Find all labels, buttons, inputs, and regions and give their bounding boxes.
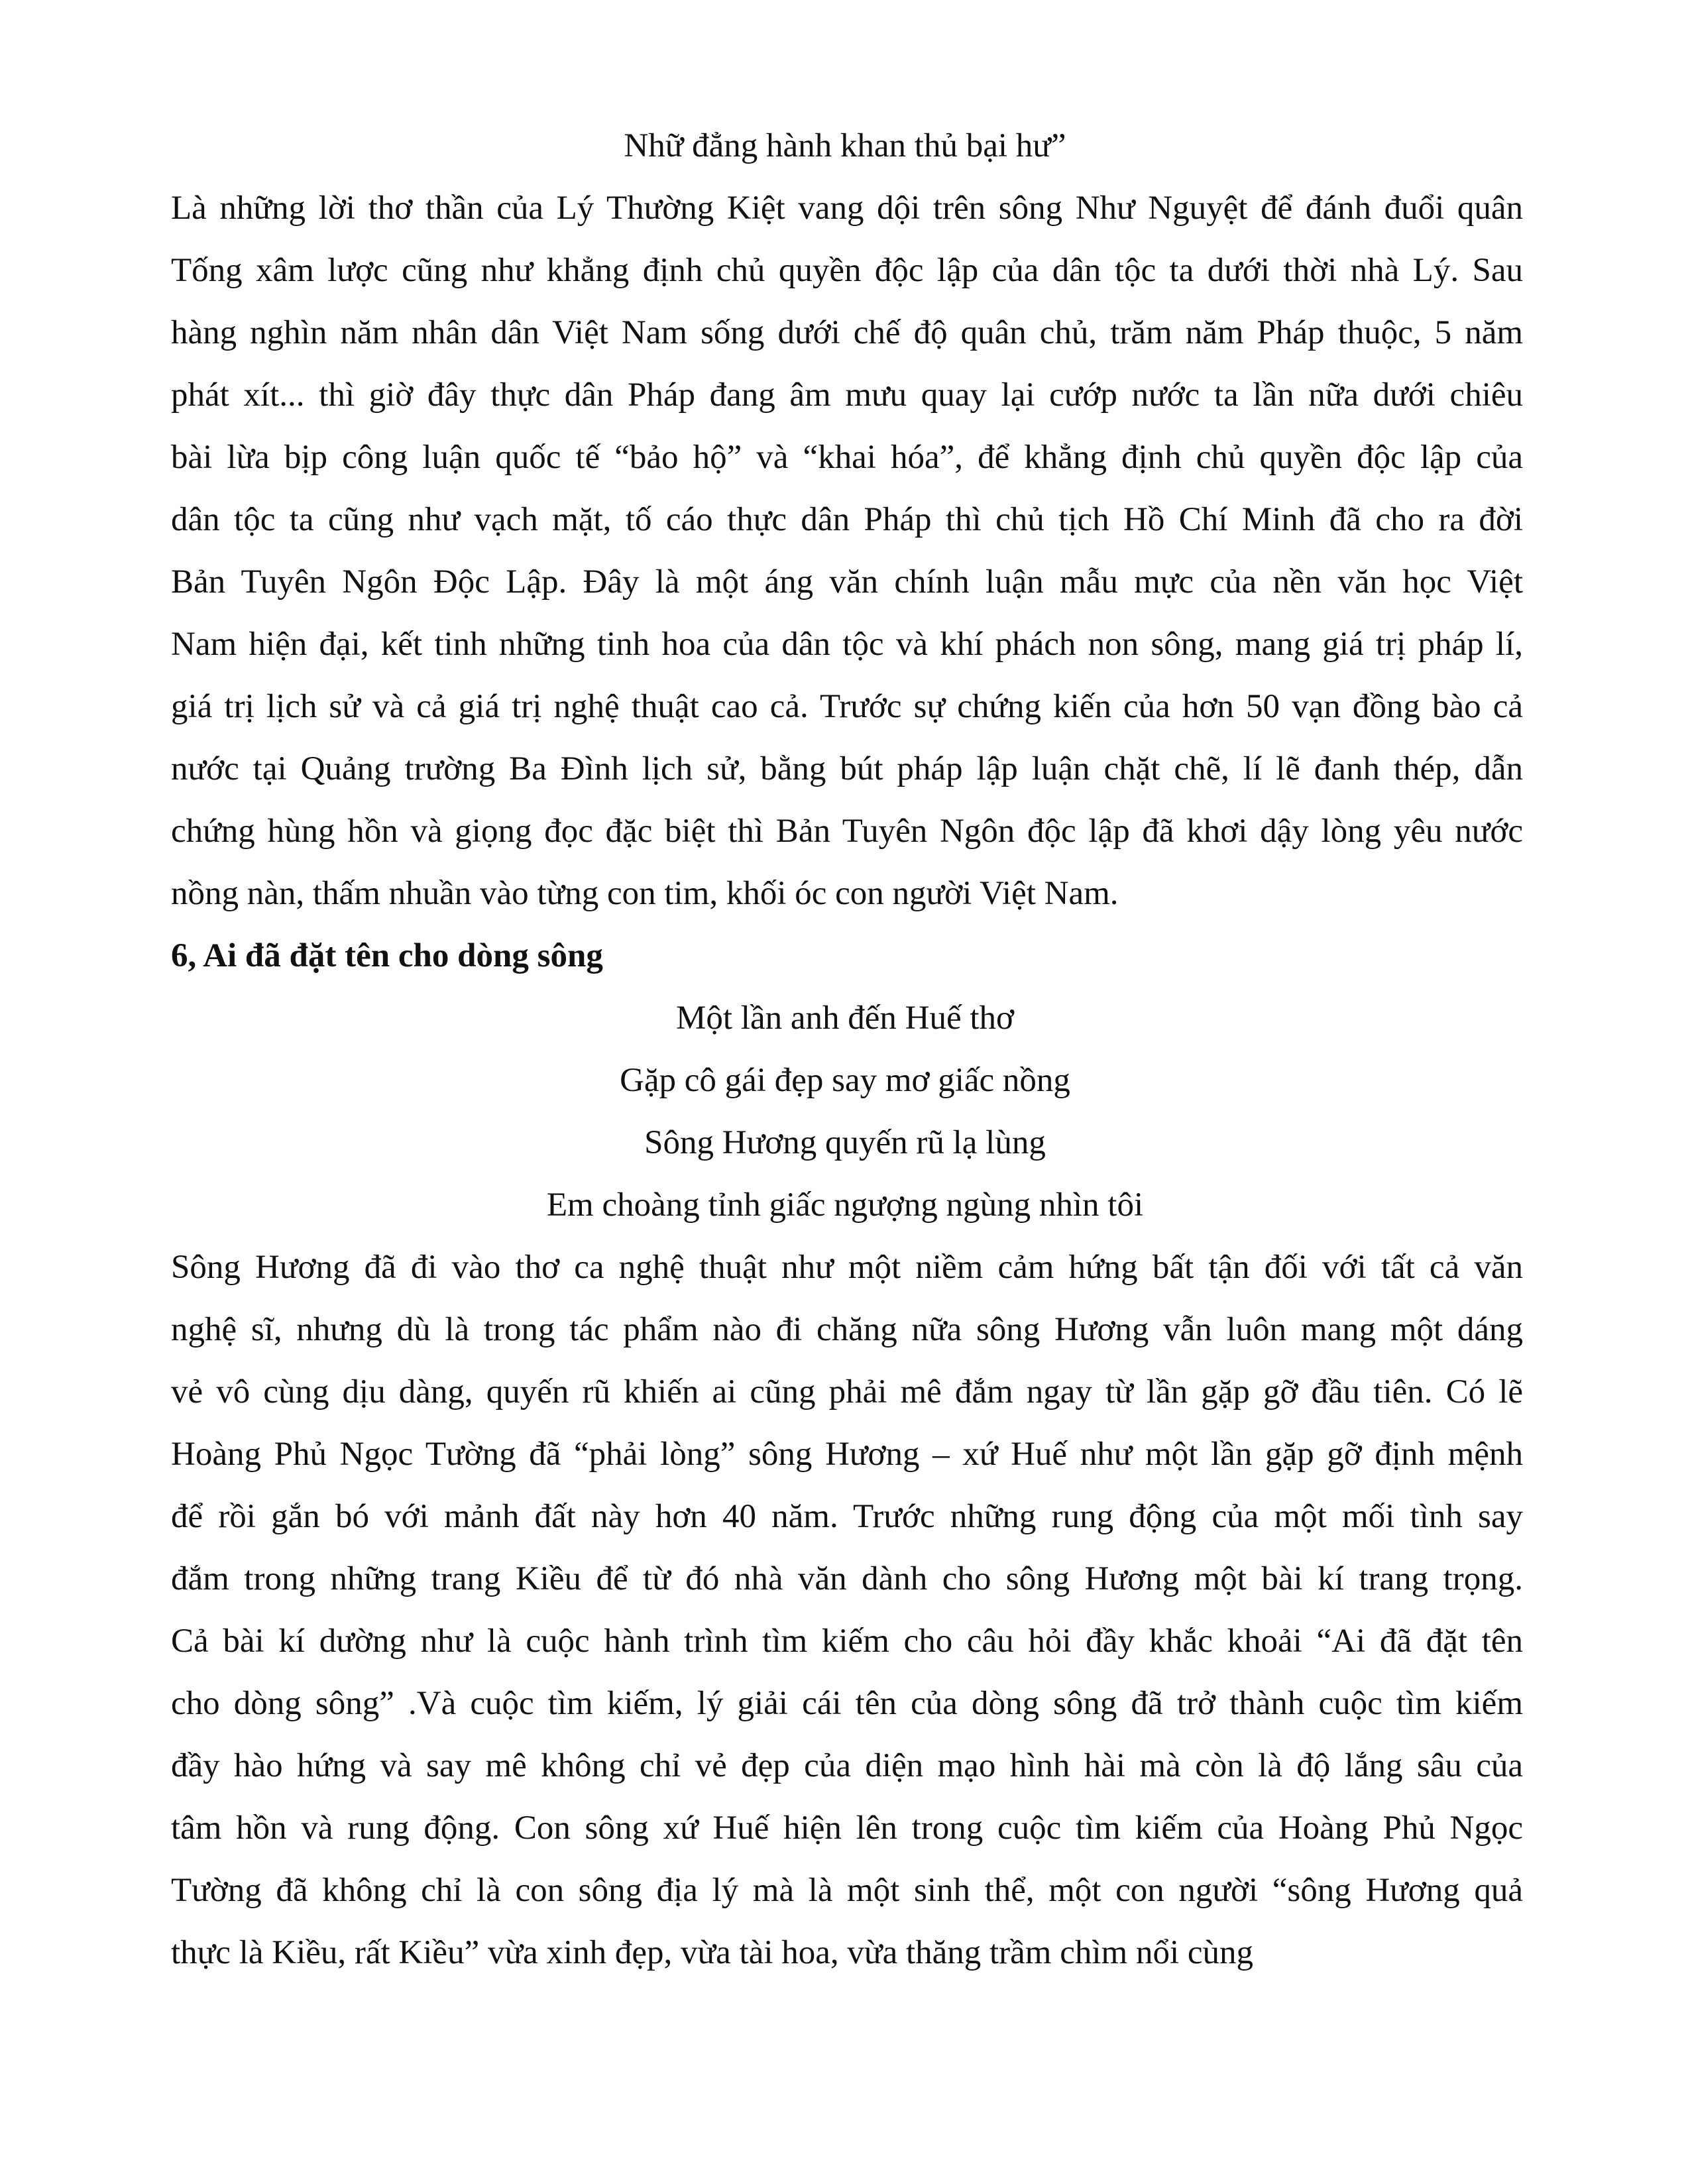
paragraph-line: chứng hùng hồn và giọng đọc đặc biệt thì Bản Tuyên Ngôn độc lập đã khơi dậy lòng yêu nước (171, 813, 1523, 850)
section-heading: 6, Ai đã đặt tên cho dòng sông (171, 937, 603, 974)
poem-line: Em choàng tỉnh giấc ngượng ngùng nhìn tôi (546, 1186, 1144, 1224)
paragraph-line: dân tộc ta cũng như vạch mặt, tố cáo thực dân Pháp thì chủ tịch Hồ Chí Minh đã cho ra đời (171, 501, 1523, 538)
paragraph-line: Nam hiện đại, kết tinh những tinh hoa của dân tộc và khí phách non sông, mang giá trị pháp lí, (171, 626, 1523, 663)
paragraph-line: tâm hồn và rung động. Con sông xứ Huế hiện lên trong cuộc tìm kiếm của Hoàng Phủ Ngọc (171, 1810, 1523, 1847)
paragraph-line: hàng nghìn năm nhân dân Việt Nam sống dưới chế độ quân chủ, trăm năm Pháp thuộc, 5 năm (171, 314, 1523, 351)
poem-line: Một lần anh đến Huế thơ (676, 1000, 1014, 1037)
poem-line: Sông Hương quyến rũ lạ lùng (644, 1124, 1046, 1161)
paragraph-line: nồng nàn, thấm nhuần vào từng con tim, khối óc con người Việt Nam. (171, 875, 1119, 912)
paragraph-line: nghệ sĩ, nhưng dù là trong tác phẩm nào đi chăng nữa sông Hương vẫn luôn mang một dáng (171, 1311, 1523, 1348)
paragraph-line: giá trị lịch sử và cả giá trị nghệ thuật cao cả. Trước sự chứng kiến của hơn 50 vạn đồng bào cả (171, 688, 1523, 725)
paragraph-line: phát xít... thì giờ đây thực dân Pháp đang âm mưu quay lại cướp nước ta lần nữa dưới chiêu (171, 376, 1523, 414)
paragraph-line: thực là Kiều, rất Kiều” vừa xinh đẹp, vừa tài hoa, vừa thăng trầm chìm nổi cùng (171, 1934, 1253, 1971)
paragraph-line: đắm trong những trang Kiều để từ đó nhà văn dành cho sông Hương một bài kí trang trọng. (171, 1560, 1523, 1597)
paragraph-line: Là những lời thơ thần của Lý Thường Kiệt vang dội trên sông Như Nguyệt để đánh đuổi quân (171, 190, 1523, 227)
paragraph-line: nước tại Quảng trường Ba Đình lịch sử, bằng bút pháp lập luận chặt chẽ, lí lẽ đanh thép, dẫn (171, 750, 1523, 787)
paragraph-line: Hoàng Phủ Ngọc Tường đã “phải lòng” sông Hương – xứ Huế như một lần gặp gỡ định mệnh (171, 1436, 1523, 1473)
paragraph-line: Cả bài kí dường như là cuộc hành trình tìm kiếm cho câu hỏi đầy khắc khoải “Ai đã đặt tên (171, 1623, 1523, 1660)
paragraph-line: Tống xâm lược cũng như khẳng định chủ quyền độc lập của dân tộc ta dưới thời nhà Lý. Sau (171, 252, 1523, 289)
poem-line: Gặp cô gái đẹp say mơ giấc nồng (620, 1062, 1070, 1099)
poem-last-line: Nhữ đẳng hành khan thủ bại hư” (624, 127, 1066, 164)
paragraph-line: Bản Tuyên Ngôn Độc Lập. Đây là một áng văn chính luận mẫu mực của nền văn học Việt (171, 563, 1523, 601)
paragraph-line: cho dòng sông” .Và cuộc tìm kiếm, lý giải cái tên của dòng sông đã trở thành cuộc tìm kiếm (171, 1685, 1523, 1722)
paragraph-line: Sông Hương đã đi vào thơ ca nghệ thuật như một niềm cảm hứng bất tận đối với tất cả văn (171, 1249, 1523, 1286)
paragraph-line: Tường đã không chỉ là con sông địa lý mà là một sinh thể, một con người “sông Hương quả (171, 1872, 1523, 1909)
paragraph-line: bài lừa bịp công luận quốc tế “bảo hộ” và “khai hóa”, để khẳng định chủ quyền độc lập của (171, 439, 1523, 476)
paragraph-line: đầy hào hứng và say mê không chỉ vẻ đẹp của diện mạo hình hài mà còn là độ lắng sâu của (171, 1747, 1523, 1784)
paragraph-line: để rồi gắn bó với mảnh đất này hơn 40 năm. Trước những rung động của một mối tình say (171, 1498, 1523, 1535)
paragraph-line: vẻ vô cùng dịu dàng, quyến rũ khiến ai cũng phải mê đắm ngay từ lần gặp gỡ đầu tiên. Có lẽ (171, 1373, 1523, 1410)
